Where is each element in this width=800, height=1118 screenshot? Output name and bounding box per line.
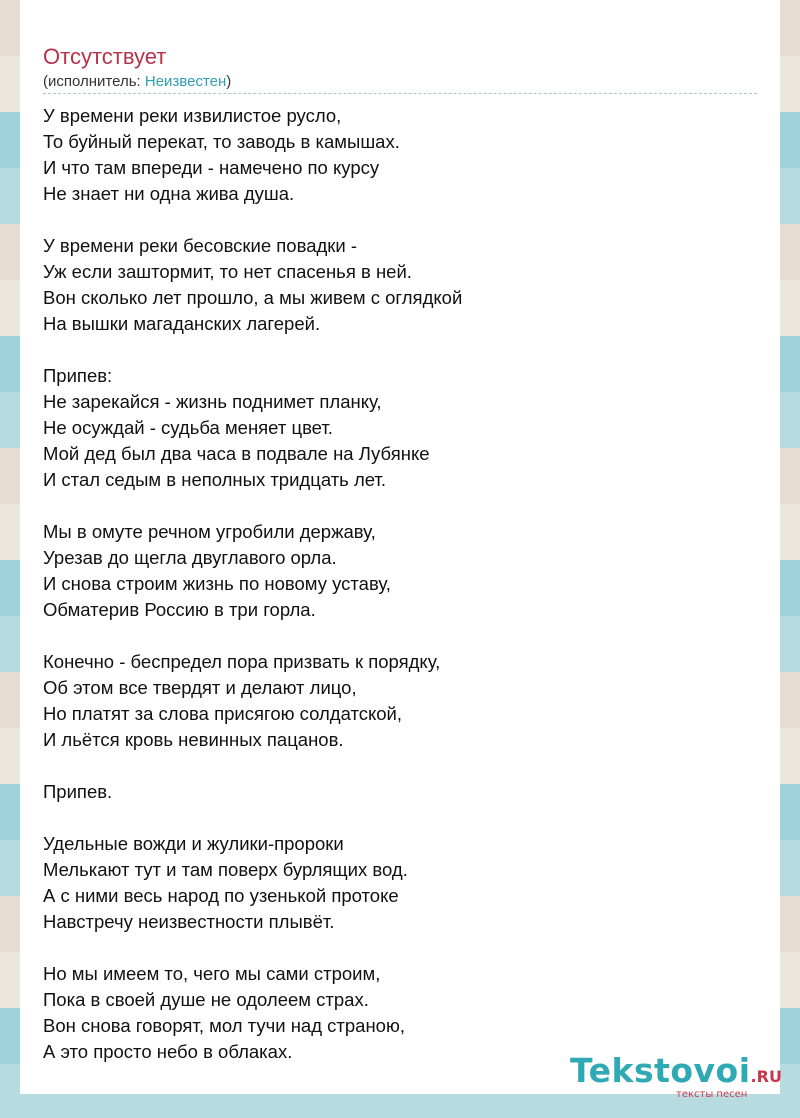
stanza-break xyxy=(43,935,743,961)
stanza-break xyxy=(43,805,743,831)
logo-tagline: тексты песен xyxy=(676,1089,748,1100)
lyric-line: А это просто небо в облаках. xyxy=(43,1041,293,1062)
lyric-line: Пока в своей душе не одолеем страх. xyxy=(43,989,369,1010)
lyric-line: Мы в омуте речном угробили державу, xyxy=(43,521,376,542)
lyric-line: Мелькают тут и там поверх бурлящих вод. xyxy=(43,859,408,880)
lyric-line: И снова строим жизнь по новому уставу, xyxy=(43,573,391,594)
stanza-break xyxy=(43,753,743,779)
logo-domain: .RU xyxy=(750,1067,782,1086)
lyrics-text xyxy=(43,103,743,1065)
lyric-line: Конечно - беспредел пора призвать к порядку, xyxy=(43,651,441,672)
lyric-line: У времени реки бесовские повадки - xyxy=(43,235,358,256)
lyric-line: У времени реки извилистое русло, xyxy=(43,105,342,126)
lyric-line: Припев: xyxy=(43,365,113,386)
lyric-line: На вышки магаданских лагерей. xyxy=(43,313,321,334)
performer-link[interactable]: Неизвестен xyxy=(144,73,227,90)
logo-name: Tekstovoi xyxy=(570,1051,751,1090)
stanza-break xyxy=(43,207,743,233)
lyric-line: Уж если заштормит, то нет спасенья в ней. xyxy=(43,261,412,282)
lyric-line: Но платят за слова присягою солдатской, xyxy=(43,703,403,724)
performer-line xyxy=(43,73,231,91)
lyric-line: А с ними весь народ по узенькой протоке xyxy=(43,885,399,906)
lyric-line: Удельные вожди и жулики-пророки xyxy=(43,833,344,854)
lyric-line: И льётся кровь невинных пацанов. xyxy=(43,729,344,750)
song-title: Отсутствует xyxy=(43,44,167,69)
stanza-break xyxy=(43,623,743,649)
title-divider xyxy=(43,93,757,94)
lyric-line: Но мы имеем то, чего мы сами строим, xyxy=(43,963,381,984)
lyric-line: Не осуждай - судьба меняет цвет. xyxy=(43,417,333,438)
lyric-line: И что там впереди - намечено по курсу xyxy=(43,157,380,178)
lyric-line: Навстречу неизвестности плывёт. xyxy=(43,911,335,932)
lyric-line: Не знает ни одна жива душа. xyxy=(43,183,295,204)
lyric-line: И стал седым в неполных тридцать лет. xyxy=(43,469,386,490)
stanza-break xyxy=(43,493,743,519)
performer-suffix: ) xyxy=(226,73,232,90)
lyric-line: Урезав до щегла двуглавого орла. xyxy=(43,547,337,568)
lyric-line: Вон сколько лет прошло, а мы живем с оглядкой xyxy=(43,287,463,308)
lyric-line: Об этом все твердят и делают лицо, xyxy=(43,677,357,698)
lyric-line: Вон снова говорят, мол тучи над страною, xyxy=(43,1015,405,1036)
lyric-line: Мой дед был два часа в подвале на Лубянке xyxy=(43,443,430,464)
lyric-line: То буйный перекат, то заводь в камышах. xyxy=(43,131,400,152)
lyric-line: Не зарекайся - жизнь поднимет планку, xyxy=(43,391,382,412)
lyric-line: Припев. xyxy=(43,781,113,802)
lyric-line: Обматерив Россию в три горла. xyxy=(43,599,316,620)
performer-prefix: (исполнитель: xyxy=(43,73,145,90)
stanza-break xyxy=(43,337,743,363)
